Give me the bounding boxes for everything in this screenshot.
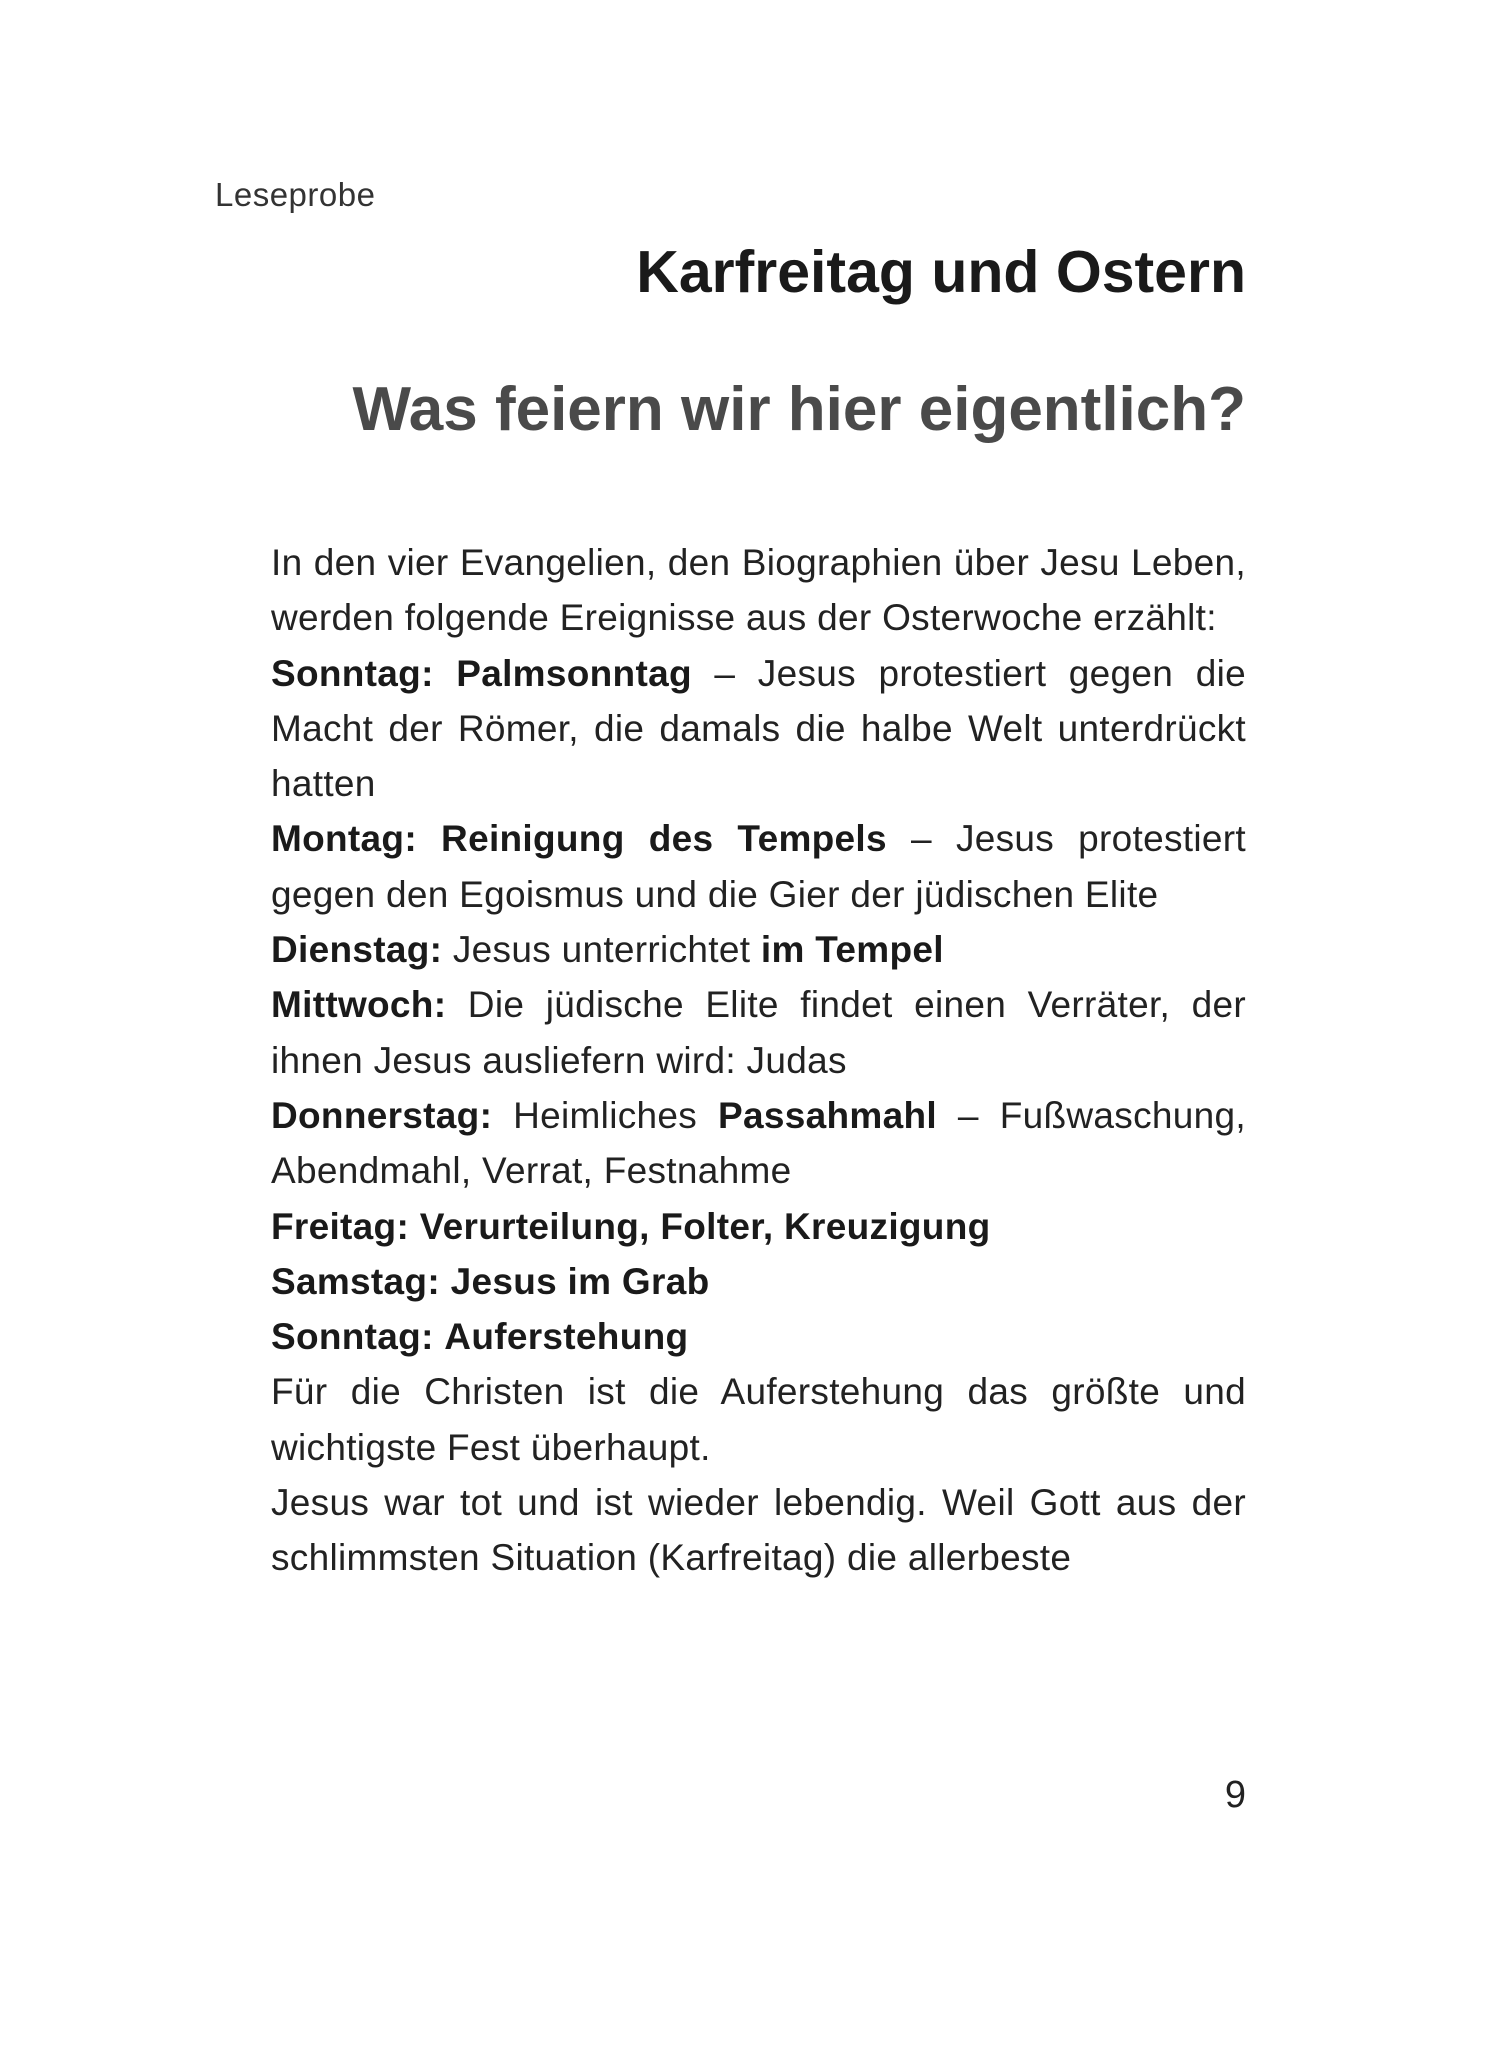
day-label: Samstag:	[271, 1260, 440, 1302]
sample-label: Leseprobe	[215, 176, 376, 213]
week-item-saturday	[271, 1254, 1246, 1309]
day-label: Donnerstag:	[271, 1094, 493, 1136]
closing-paragraph-1: Für die Christen ist die Auferstehung das größte und wichtigste Fest überhaupt.	[271, 1371, 1246, 1468]
week-item-tuesday	[271, 922, 1246, 977]
week-item-sunday-palm	[271, 646, 1246, 812]
week-item-sunday-easter	[271, 1309, 1246, 1364]
event-text: Die jüdische Elite findet einen Verräter, der ihnen Jesus ausliefern wird: Judas	[271, 984, 1246, 1081]
event-label: Palmsonntag	[456, 652, 692, 694]
week-item-thursday	[271, 1088, 1246, 1199]
event-label: Auferstehung	[444, 1316, 689, 1358]
week-item-wednesday	[271, 977, 1246, 1088]
event-text: Jesus unterrichtet	[442, 929, 761, 971]
event-label: Verurteilung, Folter, Kreuzigung	[419, 1205, 991, 1247]
event-label: Passahmahl	[718, 1094, 937, 1136]
day-label: Mittwoch:	[271, 984, 447, 1026]
event-text: – Fußwaschung, Abendmahl, Verrat, Festnahme	[271, 1094, 1246, 1192]
day-label: Freitag:	[271, 1205, 410, 1247]
event-label: Reinigung des Tempels	[441, 818, 887, 860]
event-text: – Jesus protestiert gegen die Macht der Römer, die damals die halbe Welt unterdrückt hatten	[271, 652, 1246, 805]
week-item-friday	[271, 1199, 1246, 1254]
event-label: Jesus im Grab	[450, 1260, 710, 1302]
event-label: im Tempel	[760, 929, 944, 971]
page-number: 9	[1224, 1774, 1246, 1816]
closing-paragraph-2: Jesus war tot und ist wieder lebendig. Weil Gott aus der schlimmsten Situation (Karfreitag) die allerbeste	[271, 1482, 1246, 1579]
chapter-title: Karfreitag und Ostern	[636, 239, 1246, 305]
chapter-subtitle: Was feiern wir hier eigentlich?	[352, 375, 1246, 444]
day-label: Sonntag:	[271, 1316, 434, 1358]
intro-paragraph: In den vier Evangelien, den Biographien über Jesu Leben, werden folgende Ereignisse aus der Osterwoche erzählt:	[271, 542, 1246, 639]
day-label: Dienstag:	[271, 929, 443, 971]
week-item-monday	[271, 811, 1246, 922]
event-text: – Jesus protestiert gegen den Egoismus und die Gier der jüdischen Elite	[271, 818, 1246, 915]
event-text-before: Heimliches	[492, 1094, 719, 1136]
day-label: Montag:	[271, 818, 417, 860]
body-text	[271, 535, 1246, 1586]
day-label: Sonntag:	[271, 652, 434, 694]
